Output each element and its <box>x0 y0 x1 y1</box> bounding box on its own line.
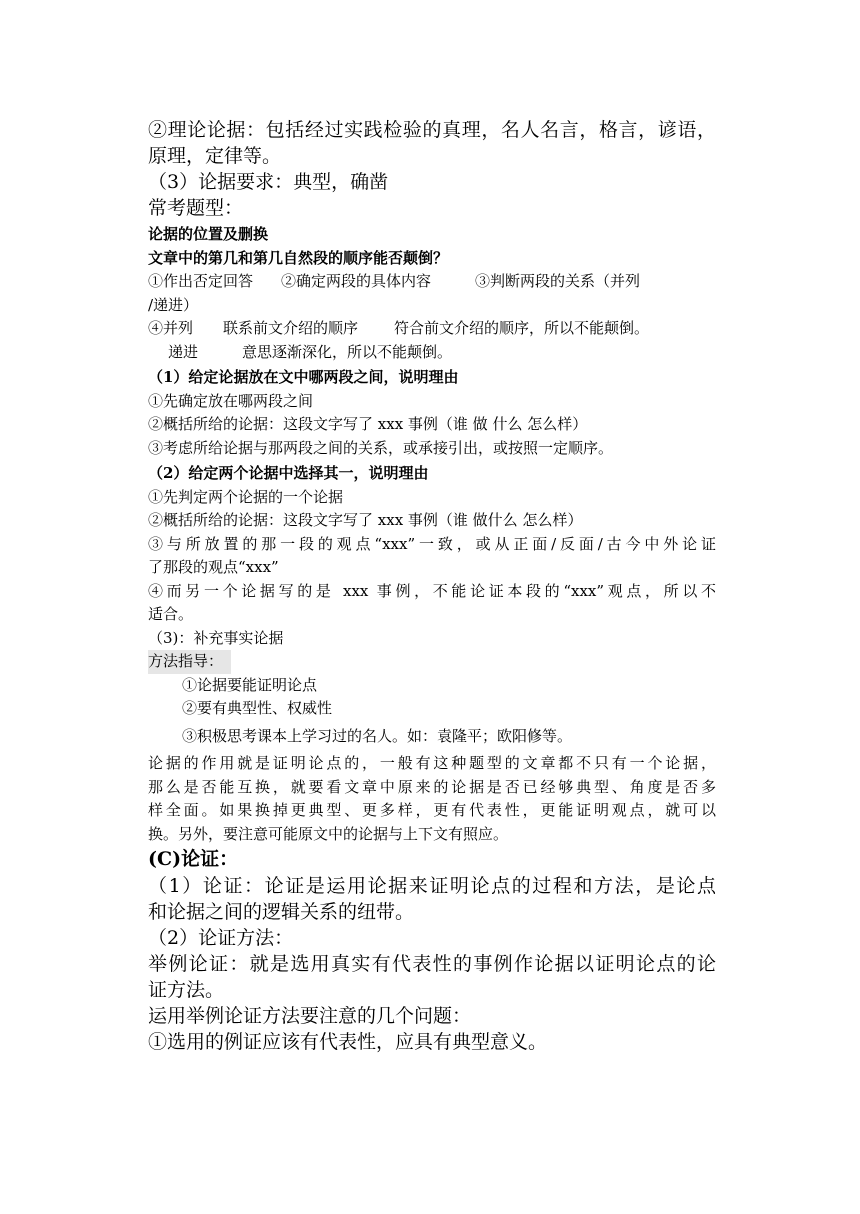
section-heading: （1）给定论据放在文中哪两段之间，说明理由 <box>148 368 459 386</box>
text-line: （1）论证：论证是运用论据来证明论点的过程和方法，是论点 <box>148 875 716 897</box>
text-span: ①作出否定回答 <box>148 272 254 290</box>
list-item: ③积极思考课本上学习过的名人。如：袁隆平；欧阳修等。 <box>182 726 573 745</box>
text-line: ①先判定两个论据的一个论据 <box>148 487 344 506</box>
text-line: 论据的作用就是证明论点的，一般有这种题型的文章都不只有一个论据， <box>148 754 716 772</box>
text-line: ①先确定放在哪两段之间 <box>148 391 314 410</box>
text-line: ①选用的例证应该有代表性，应具有典型意义。 <box>148 1031 548 1053</box>
text-line <box>148 270 716 294</box>
section-heading: （2）给定两个论据中选择其一，说明理由 <box>148 464 429 482</box>
document-body <box>148 117 716 1055</box>
text-span: ④并列 <box>148 319 194 337</box>
text-span: 联系前文介绍的顺序 <box>223 319 359 337</box>
text-span: 递进 <box>168 342 199 361</box>
text-line: 样全面。如果换掉更典型、更多样，更有代表性，更能证明观点，就可以 <box>148 801 716 819</box>
list-item: ①论据要能证明论点 <box>182 675 318 694</box>
text-span: ②确定两段的具体内容 <box>281 272 432 290</box>
text-line: ②概括所给的论据：这段文字写了 xxx 事例（谁 做 什么 怎么样） <box>148 415 588 433</box>
text-line: 运用举例论证方法要注意的几个问题： <box>148 1005 472 1027</box>
text-line: ③与所放置的那一段的观点“xxx”一致，或从正面/反面/古今中外论证 <box>148 534 716 553</box>
text-line: ④而另一个论据写的是 xxx 事例，不能论证本段的“xxx”观点，所以不 <box>148 581 716 600</box>
text-line: 适合。 <box>148 605 194 623</box>
text-line: 原理，定律等。 <box>148 145 282 167</box>
highlighted-label: 方法指导： <box>148 650 231 674</box>
text-line: 常考题型： <box>148 197 244 219</box>
section-heading: (C)论证： <box>148 848 239 870</box>
method-guide-label <box>148 650 716 674</box>
text-line: 举例论证：就是选用真实有代表性的事例作论据以证明论点的论 <box>148 953 716 975</box>
text-line: /递进） <box>148 295 199 314</box>
list-item: ②要有典型性、权威性 <box>182 699 333 717</box>
text-line <box>148 317 716 341</box>
text-line: ②概括所给的论据：这段文字写了 xxx 事例（谁 做什么 怎么样） <box>148 511 583 529</box>
text-span: ③判断两段的关系（并列 <box>475 272 641 290</box>
text-line: ②理论论据：包括经过实践检验的真理，名人名言，格言，谚语， <box>148 119 716 141</box>
text-line: 换。另外，要注意可能原文中的论据与上下文有照应。 <box>148 824 509 843</box>
text-line: 那么是否能互换，就要看文章中原来的论据是否已经够典型、角度是否多 <box>148 777 716 796</box>
section-heading: 文章中的第几和第几自然段的顺序能否颠倒？ <box>148 248 449 267</box>
text-line: （2）论证方法： <box>148 927 294 949</box>
section-heading: 论据的位置及删换 <box>148 225 269 243</box>
text-line: （3)：补充事实论据 <box>148 628 284 647</box>
text-line: 了那段的观点“xxx” <box>148 558 279 576</box>
text-line: ③考虑所给论据与那两段之间的关系，或承接引出，或按照一定顺序。 <box>148 438 614 457</box>
text-line: 和论据之间的逻辑关系的纽带。 <box>148 901 415 923</box>
text-span: 符合前文介绍的顺序，所以不能颠倒。 <box>394 319 650 337</box>
text-line: （3）论据要求：典型，确凿 <box>148 171 389 193</box>
text-line <box>148 341 716 365</box>
text-span: 意思逐渐深化，所以不能颠倒。 <box>242 342 453 361</box>
text-line: 证方法。 <box>148 979 225 1001</box>
